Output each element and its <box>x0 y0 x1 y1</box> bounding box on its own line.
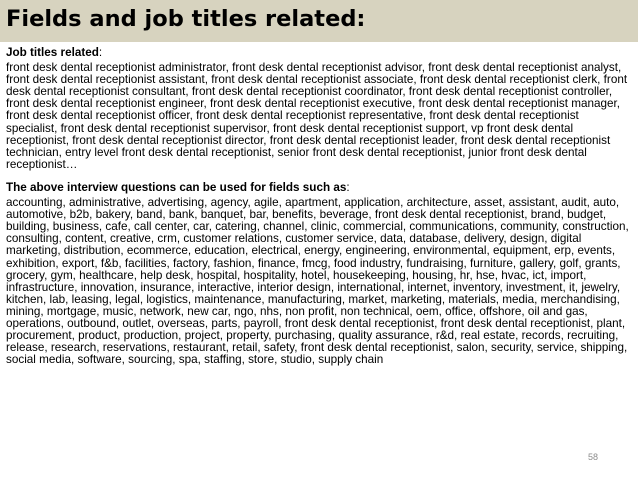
slide-title: Fields and job titles related: <box>6 6 366 32</box>
job-titles-list: front desk dental receptionist administrator, front desk dental receptionist advisor, front desk dental receptionist analyst, front desk dental receptionist assistant, front desk dental receptionist associate, front desk dental receptionist clerk, front desk dental receptionist consultant, front desk dental receptionist coordinator, front desk dental receptionist controller, front desk dental receptionist engineer, front desk dental receptionist executive, front desk dental receptionist manager, front desk dental receptionist officer, front desk dental receptionist representative, front desk dental receptionist specialist, front desk dental receptionist supervisor, front desk dental receptionist support, vp front desk dental receptionist, front desk dental receptionist director, front desk dental receptionist leader, front desk dental receptionist technician, entry level front desk dental receptionist, senior front desk dental receptionist, junior front desk dental receptionist… <box>6 61 628 171</box>
fields-heading-colon: : <box>346 180 350 194</box>
job-titles-heading-text: Job titles related <box>6 46 99 59</box>
fields-heading <box>6 182 632 194</box>
job-titles-heading-colon: : <box>98 46 103 59</box>
fields-list: accounting, administrative, advertising, agency, agile, apartment, application, architecture, asset, assistant, audit, auto, automotive, b2b, bakery, band, bank, banquet, bar, benefits, beverage, front desk dental receptionist, brand, budget, building, business, cafe, call center, car, catering, channel, clinic, commercial, communications, community, construction, consulting, content, creative, crm, customer relations, customer service, data, database, delivery, design, digital marketing, distribution, ecommerce, education, electrical, energy, engineering, environmental, equipment, erp, events, exhibition, export, f&b, facilities, factory, fashion, finance, fmcg, food industry, fundraising, furniture, gallery, golf, grants, grocery, gym, healthcare, help desk, hospital, hospitality, hotel, housekeeping, housing, hr, hse, hvac, ict, import, infrastructure, innovation, insurance, interactive, interior design, international, internet, inventory, investment, it, jewelry, kitchen, lab, leasing, legal, logistics, maintenance, manufacturing, market, marketing, materials, media, merchandising, mining, mortgage, music, network, new car, ngo, nhs, non profit, non technical, oem, office, offshore, oil and gas, operations, outbound, outlet, overseas, parts, payroll, front desk dental receptionist, front desk dental receptionist, plant, procurement, product, production, project, property, purchasing, quality assurance, r&d, real estate, records, recruiting, release, research, reservations, restaurant, retail, safety, front desk dental receptionist, salon, security, service, shipping, social media, software, sourcing, spa, staffing, store, studio, supply chain <box>6 196 629 367</box>
title-bar <box>0 0 638 42</box>
fields-heading-text: The above interview questions can be used for fields such as <box>6 180 347 194</box>
page-number: 58 <box>588 452 599 462</box>
slide-content <box>6 47 632 366</box>
job-titles-heading <box>6 47 632 59</box>
